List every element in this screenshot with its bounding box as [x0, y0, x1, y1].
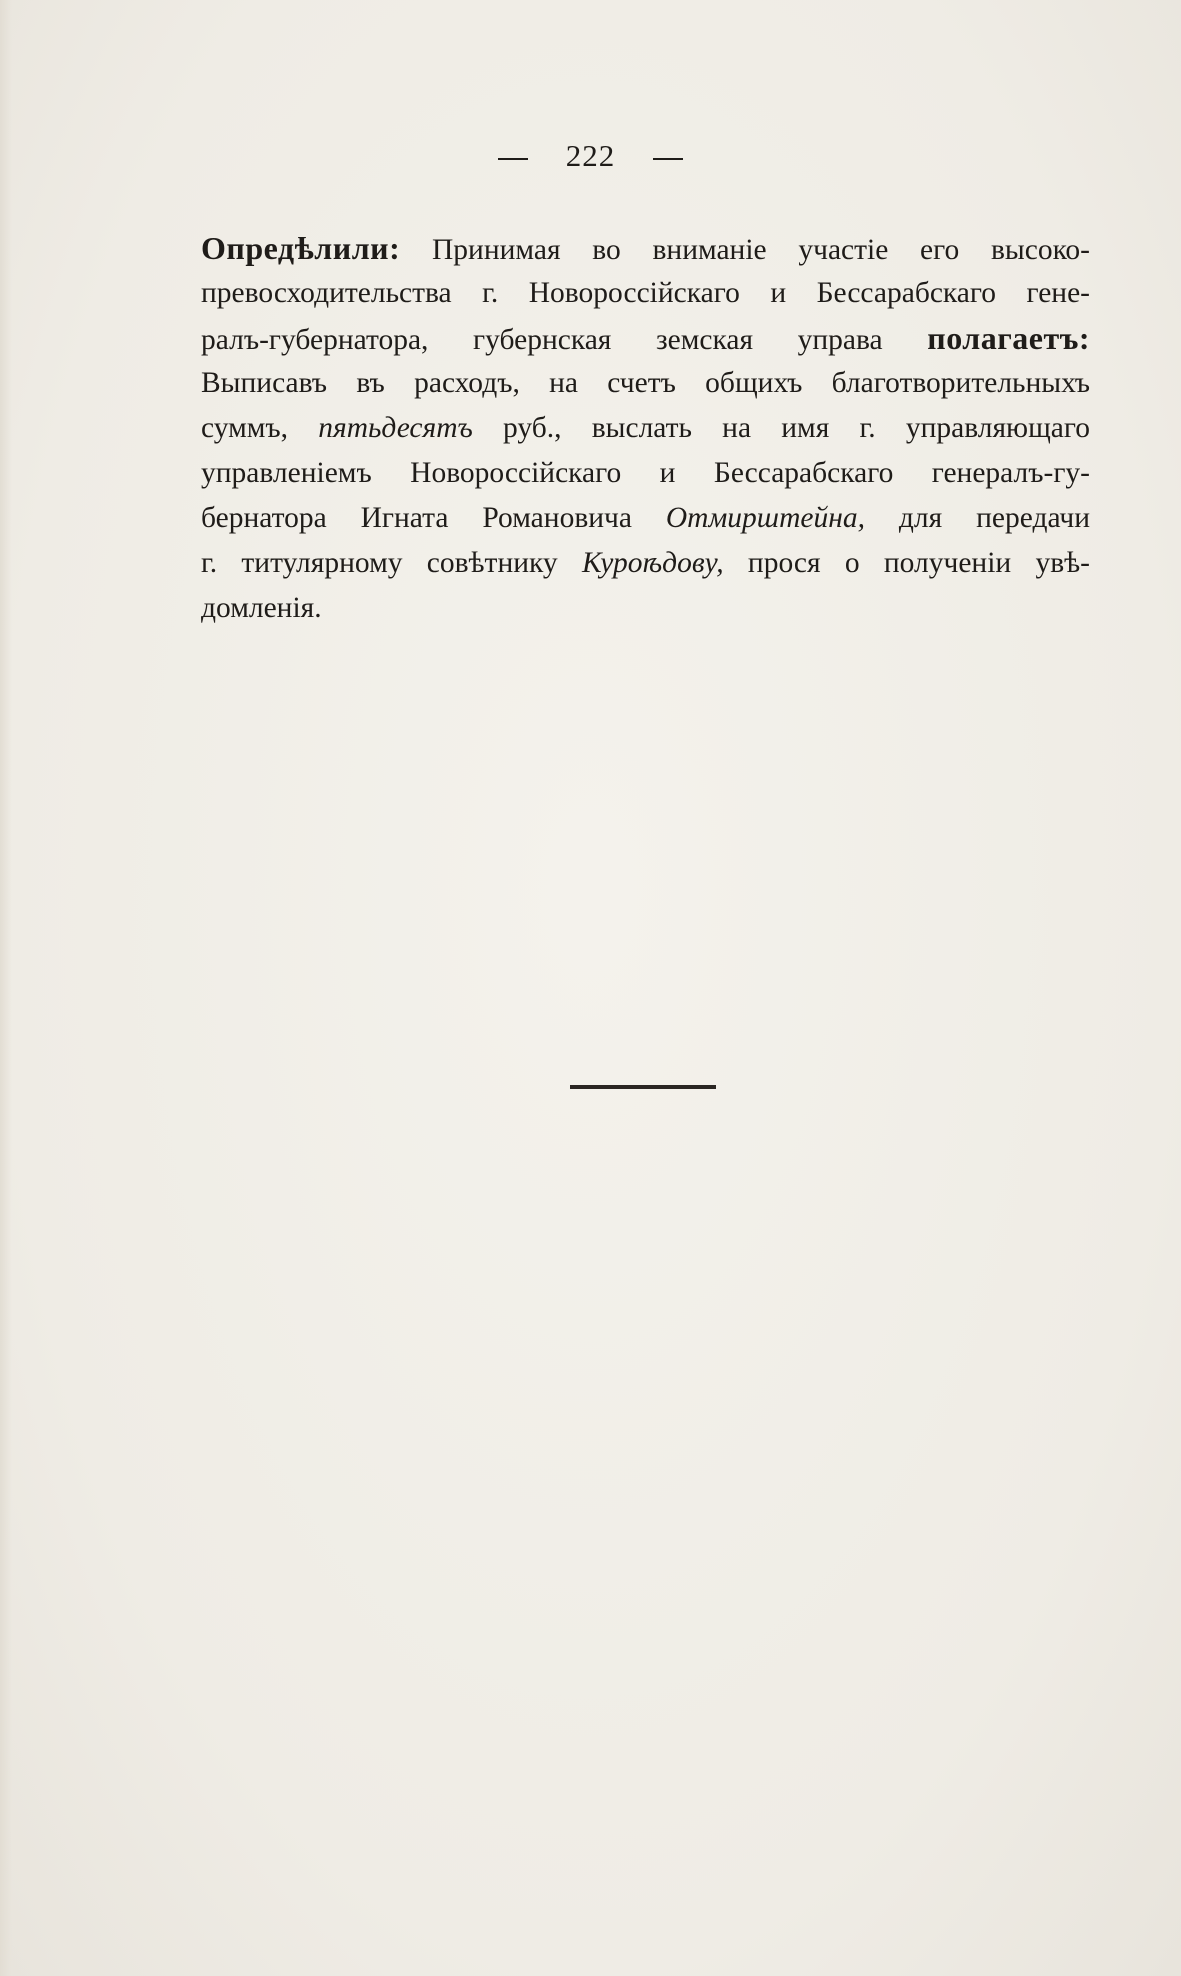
page-number — [0, 138, 1181, 174]
text-line — [201, 361, 1090, 406]
italic-phrase: Куроѣдову, — [581, 547, 724, 579]
text-line — [201, 496, 1090, 541]
italic-phrase: пятьдесятъ — [318, 412, 473, 444]
bold-keyword: Опредѣлили: — [201, 230, 401, 266]
bold-keyword: полагаетъ: — [927, 320, 1090, 356]
text-segment: превосходительства г. Новороссійскаго и Бессарабскаго гене- — [201, 277, 1090, 309]
text-segment: г. титулярному совѣтнику — [201, 547, 582, 579]
text-line — [201, 406, 1090, 451]
text-segment: домленія. — [201, 592, 322, 624]
page-edge-shadow — [0, 0, 12, 1976]
text-line — [201, 541, 1090, 586]
text-segment: руб., выслать на имя г. управляющаго — [472, 412, 1090, 444]
text-segment: бернатора Игната Романовича — [201, 502, 666, 534]
page-number-dash-left — [498, 158, 528, 160]
show-through-rule — [570, 1085, 716, 1089]
page-number-dash-right — [653, 158, 683, 160]
text-segment: суммъ, — [201, 412, 319, 444]
text-line — [201, 586, 1090, 631]
text-segment: ралъ-губернатора, губернская земская управа — [201, 324, 928, 356]
text-segment: Принимая во вниманіе участіе его высоко- — [400, 234, 1090, 266]
text-line — [201, 226, 1090, 271]
resolution-paragraph — [201, 226, 1090, 631]
text-line — [201, 316, 1090, 361]
text-segment: прося о полученіи увѣ- — [723, 547, 1090, 579]
text-segment: управленіемъ Новороссійскаго и Бессарабскаго генералъ-гу- — [201, 457, 1090, 489]
page-number-value: 222 — [565, 138, 616, 173]
italic-phrase: Отмирштейна, — [665, 502, 865, 534]
text-line — [201, 451, 1090, 496]
text-line — [201, 271, 1090, 316]
text-segment: Выписавъ въ расходъ, на счетъ общихъ благотворительныхъ — [201, 367, 1090, 399]
text-segment: для передачи — [865, 502, 1090, 534]
